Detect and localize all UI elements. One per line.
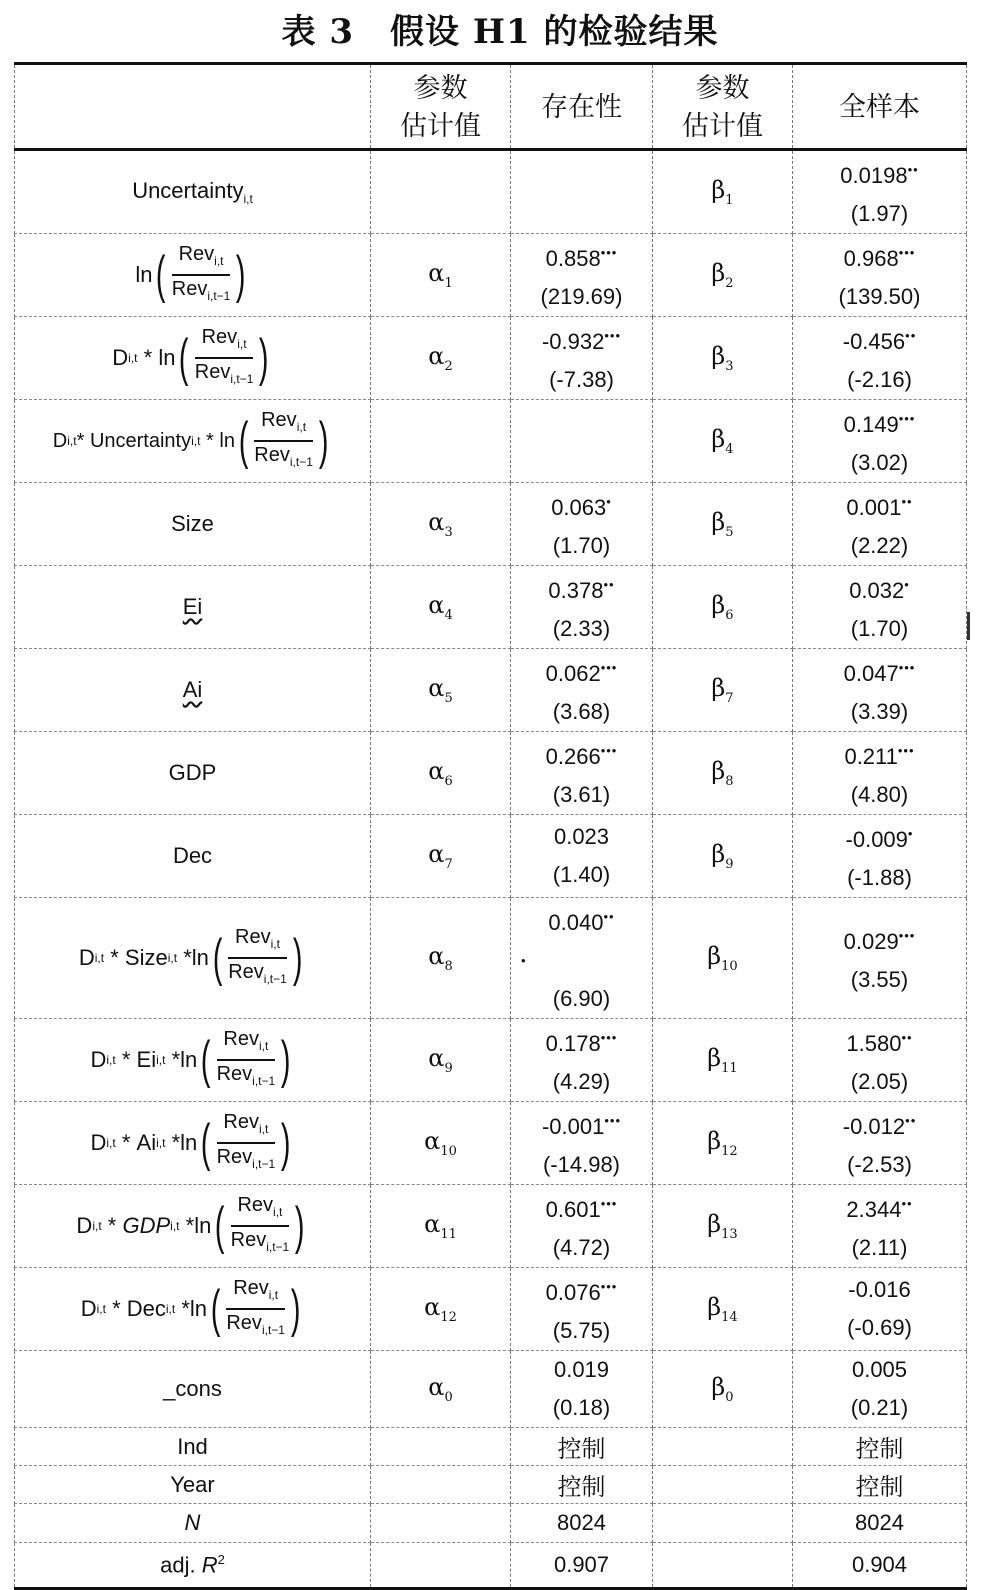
coefficient: 0.005 — [851, 1357, 908, 1382]
significance-stars: ••• — [898, 660, 916, 675]
var-ai: Ai — [15, 649, 371, 732]
param-beta: $\beta_{12}$ — [653, 1102, 793, 1185]
significance-stars: ••• — [600, 1196, 618, 1211]
param-alpha: $\alpha_1$ — [371, 234, 511, 317]
table-row — [15, 400, 967, 483]
coefficient: -0.016 — [848, 1277, 911, 1302]
var-d-gdp-ln-rev: D i,t * GDP i,t * ln ( $\frac{Rev_{i,t}}{Rev_{i,t-1}}$ ) — [15, 1185, 371, 1268]
param-alpha — [371, 400, 511, 483]
significance-stars: ••• — [604, 328, 622, 343]
coefficient: 0.019 — [553, 1357, 610, 1382]
adj-r2-label: adj. $R^2$ — [15, 1543, 371, 1589]
significance-stars: ••• — [600, 1030, 618, 1045]
existence-value — [511, 1019, 653, 1102]
n-label: N — [15, 1504, 371, 1543]
coefficient: 0.0198 — [840, 163, 908, 188]
t-statistic: (1.70) — [850, 616, 909, 641]
table-title — [0, 4, 1000, 53]
existence-value — [511, 732, 653, 815]
significance-stars: •• — [907, 162, 919, 177]
table-row — [15, 1019, 967, 1102]
existence-value — [511, 566, 653, 649]
existence-value — [511, 815, 653, 898]
t-statistic: (-7.38) — [549, 367, 614, 392]
full-sample-value — [793, 1019, 967, 1102]
table-row — [15, 317, 967, 400]
var-cons: _cons — [15, 1351, 371, 1428]
empty-cell — [653, 1504, 793, 1543]
significance-stars: ••• — [600, 1279, 618, 1294]
t-statistic: (1.70) — [552, 533, 611, 558]
t-statistic: (-14.98) — [542, 1152, 621, 1177]
empty-cell — [653, 1428, 793, 1466]
param-alpha: $\alpha_2$ — [371, 317, 511, 400]
header-variable — [15, 64, 371, 150]
existence-value — [511, 150, 653, 234]
existence-value: 0.040•• • (6.90) — [511, 898, 653, 1019]
t-statistic: (3.61) — [552, 782, 611, 807]
coefficient: 0.063 — [551, 495, 607, 520]
t-statistic: (-1.88) — [847, 865, 912, 890]
significance-stars: ••• — [898, 245, 916, 260]
year-full-sample: 控制 — [793, 1466, 967, 1504]
coefficient: -0.001 — [541, 1114, 605, 1139]
header-row — [15, 64, 967, 150]
t-statistic: (2.33) — [552, 616, 611, 641]
t-statistic: (-2.53) — [847, 1152, 912, 1177]
existence-value — [511, 400, 653, 483]
n-full-sample: 8024 — [793, 1504, 967, 1543]
param-alpha: $\alpha_4$ — [371, 566, 511, 649]
t-statistic: (219.69) — [540, 284, 623, 309]
param-beta: $\beta_8$ — [653, 732, 793, 815]
table-row — [15, 150, 967, 234]
coefficient: -0.009 — [845, 827, 908, 852]
table-row — [15, 234, 967, 317]
full-sample-value — [793, 898, 967, 1019]
var-d-dec-ln-rev: D i,t * Dec i,t * ln ( $\frac{Rev_{i,t}}{Rev_{i,t-1}}$ ) — [15, 1268, 371, 1351]
param-beta: $\beta_{13}$ — [653, 1185, 793, 1268]
full-sample-value — [793, 483, 967, 566]
table-row — [15, 483, 967, 566]
full-sample-value — [793, 400, 967, 483]
full-sample-value — [793, 732, 967, 815]
param-alpha: $\alpha_{12}$ — [371, 1268, 511, 1351]
year-existence: 控制 — [511, 1466, 653, 1504]
param-alpha: $\alpha_5$ — [371, 649, 511, 732]
significance-stars: ••• — [600, 245, 618, 260]
significance-stars: •• — [905, 328, 917, 343]
param-beta: $\beta_6$ — [653, 566, 793, 649]
ind-full-sample: 控制 — [793, 1428, 967, 1466]
var-d-ei-ln-rev: D i,t * Ei i,t * ln ( $\frac{Rev_{i,t}}{Rev_{i,t-1}}$ ) — [15, 1019, 371, 1102]
param-beta: $\beta_7$ — [653, 649, 793, 732]
t-statistic: (-0.69) — [847, 1315, 912, 1340]
coefficient: -0.932 — [541, 329, 605, 354]
results-table — [14, 62, 967, 1590]
empty-cell — [371, 1543, 511, 1589]
significance-stars: ••• — [604, 1113, 622, 1128]
table-row — [15, 649, 967, 732]
full-sample-value — [793, 317, 967, 400]
param-beta: $\beta_{11}$ — [653, 1019, 793, 1102]
significance-stars: •• — [901, 1030, 913, 1045]
table-row-year — [15, 1466, 967, 1504]
existence-value — [511, 1268, 653, 1351]
empty-cell — [653, 1466, 793, 1504]
coefficient: 0.149 — [843, 412, 899, 437]
full-sample-value — [793, 150, 967, 234]
full-sample-value — [793, 1268, 967, 1351]
var-dec: Dec — [15, 815, 371, 898]
ind-existence: 控制 — [511, 1428, 653, 1466]
param-alpha: $\alpha_7$ — [371, 815, 511, 898]
table-row — [15, 566, 967, 649]
empty-cell — [653, 1543, 793, 1589]
t-statistic: (0.18) — [552, 1395, 611, 1420]
coefficient: 0.968 — [843, 246, 899, 271]
significance-stars: •• — [905, 1113, 917, 1128]
empty-cell — [371, 1466, 511, 1504]
t-statistic: (5.75) — [552, 1318, 611, 1343]
header-param-alpha: 参数 估计值 — [371, 64, 511, 150]
table-number: 表 3 — [281, 12, 355, 52]
table-row — [15, 898, 967, 1019]
significance-stars: •• — [603, 909, 615, 924]
empty-cell — [371, 1504, 511, 1543]
var-d-ai-ln-rev: D i,t * Ai i,t * ln ( $\frac{Rev_{i,t}}{Rev_{i,t-1}}$ ) — [15, 1102, 371, 1185]
var-ln-rev-ratio: ln ( $\frac{Rev_{i,t}}{Rev_{i,t-1}}$ ) — [15, 234, 371, 317]
significance-stars: ••• — [898, 928, 916, 943]
table-row — [15, 1102, 967, 1185]
param-beta: $\beta_3$ — [653, 317, 793, 400]
param-beta: $\beta_1$ — [653, 150, 793, 234]
table-row-n — [15, 1504, 967, 1543]
param-alpha — [371, 150, 511, 234]
year-label: Year — [15, 1466, 371, 1504]
coefficient: 0.062 — [545, 661, 601, 686]
table-row — [15, 1185, 967, 1268]
existence-value — [511, 234, 653, 317]
header-full-sample: 全样本 — [793, 64, 967, 150]
table-row — [15, 1351, 967, 1428]
significance-stars: ••• — [897, 743, 915, 758]
full-sample-value — [793, 1185, 967, 1268]
coefficient: -0.456 — [842, 329, 906, 354]
coefficient: 0.378 — [548, 578, 604, 603]
param-beta: $\beta_2$ — [653, 234, 793, 317]
coefficient: 0.601 — [545, 1197, 601, 1222]
param-alpha: $\alpha_0$ — [371, 1351, 511, 1428]
t-statistic: (-2.16) — [847, 367, 912, 392]
adj-r2-full-sample: 0.904 — [793, 1543, 967, 1589]
n-existence: 8024 — [511, 1504, 653, 1543]
coefficient: 0.032 — [849, 578, 905, 603]
param-beta: $\beta_5$ — [653, 483, 793, 566]
adj-r2-existence: 0.907 — [511, 1543, 653, 1589]
existence-value — [511, 649, 653, 732]
coefficient: 0.076 — [545, 1280, 601, 1305]
existence-value — [511, 1185, 653, 1268]
table-caption: 假设 H1 的检验结果 — [390, 12, 719, 52]
coefficient: 0.047 — [843, 661, 899, 686]
table-row — [15, 732, 967, 815]
t-statistic: (2.11) — [851, 1235, 908, 1260]
significance-stars: • — [907, 826, 914, 841]
table-row — [15, 1268, 967, 1351]
existence-value — [511, 317, 653, 400]
coefficient: 0.023 — [553, 824, 610, 849]
existence-value — [511, 483, 653, 566]
table-row-ind — [15, 1428, 967, 1466]
param-alpha: $\alpha_8$ — [371, 898, 511, 1019]
coefficient: 0.266 — [545, 744, 601, 769]
existence-value — [511, 1351, 653, 1428]
full-sample-value — [793, 566, 967, 649]
full-sample-value — [793, 1351, 967, 1428]
significance-stars: •• — [603, 577, 615, 592]
param-beta: $\beta_{10}$ — [653, 898, 793, 1019]
existence-value — [511, 1102, 653, 1185]
significance-stars: • — [904, 577, 910, 592]
param-alpha: $\alpha_9$ — [371, 1019, 511, 1102]
var-d-size-ln-rev: D i,t * Size i,t * ln ( $\frac{Rev_{i,t}}{Rev_{i,t-1}}$ ) — [15, 898, 371, 1019]
table-row — [15, 815, 967, 898]
coefficient: 1.580 — [846, 1031, 902, 1056]
full-sample-value — [793, 649, 967, 732]
var-ei: Ei — [15, 566, 371, 649]
var-gdp: GDP — [15, 732, 371, 815]
var-size: Size — [15, 483, 371, 566]
coefficient: 0.040 — [548, 910, 604, 935]
t-statistic: (1.97) — [850, 201, 909, 226]
coefficient: 2.344 — [846, 1197, 902, 1222]
t-statistic: (4.80) — [850, 782, 909, 807]
t-statistic: (3.02) — [850, 450, 909, 475]
param-beta: $\beta_4$ — [653, 400, 793, 483]
t-statistic: (139.50) — [838, 284, 921, 309]
coefficient: 0.211 — [844, 744, 898, 769]
margin-mark — [967, 612, 970, 640]
significance-stars: ••• — [898, 411, 916, 426]
t-statistic: (1.40) — [552, 862, 611, 887]
empty-cell — [371, 1428, 511, 1466]
t-statistic: (4.29) — [552, 1069, 611, 1094]
header-existence: 存在性 — [511, 64, 653, 150]
header-param-beta: 参数 估计值 — [653, 64, 793, 150]
full-sample-value — [793, 1102, 967, 1185]
significance-stars: •• — [901, 494, 913, 509]
significance-stars: • — [606, 494, 612, 509]
t-statistic: (2.05) — [850, 1069, 909, 1094]
param-beta: $\beta_9$ — [653, 815, 793, 898]
t-statistic: (2.22) — [850, 533, 909, 558]
coefficient: 0.029 — [843, 929, 899, 954]
full-sample-value — [793, 815, 967, 898]
t-statistic: (0.21) — [850, 1395, 909, 1420]
var-d-ln-rev: D i,t * ln ( $\frac{Rev_{i,t}}{Rev_{i,t-1}}$ ) — [15, 317, 371, 400]
t-statistic: (3.68) — [552, 699, 611, 724]
coefficient: 0.178 — [545, 1031, 601, 1056]
t-statistic: (3.39) — [850, 699, 909, 724]
t-statistic: (3.55) — [850, 967, 909, 992]
t-statistic: (6.90) — [552, 986, 611, 1011]
ind-label: Ind — [15, 1428, 371, 1466]
param-beta: $\beta_{14}$ — [653, 1268, 793, 1351]
param-alpha: $\alpha_{11}$ — [371, 1185, 511, 1268]
param-beta: $\beta_0$ — [653, 1351, 793, 1428]
significance-stars: ••• — [600, 660, 618, 675]
coefficient: 0.001 — [846, 495, 902, 520]
var-uncertainty: Uncertainty$_{i,t}$ — [15, 150, 371, 234]
t-statistic: (4.72) — [552, 1235, 611, 1260]
param-alpha: $\alpha_6$ — [371, 732, 511, 815]
var-d-uncertainty-ln-rev: D i,t * Uncertainty i,t * ln ( $\frac{Rev_{i,t}}{Rev_{i,t-1}}$ ) — [15, 400, 371, 483]
significance-stars: •• — [901, 1196, 913, 1211]
table-row-adj-r2 — [15, 1543, 967, 1589]
full-sample-value — [793, 234, 967, 317]
param-alpha: $\alpha_{10}$ — [371, 1102, 511, 1185]
coefficient: -0.012 — [842, 1114, 906, 1139]
param-alpha: $\alpha_3$ — [371, 483, 511, 566]
coefficient: 0.858 — [545, 246, 601, 271]
significance-stars: ••• — [600, 743, 618, 758]
